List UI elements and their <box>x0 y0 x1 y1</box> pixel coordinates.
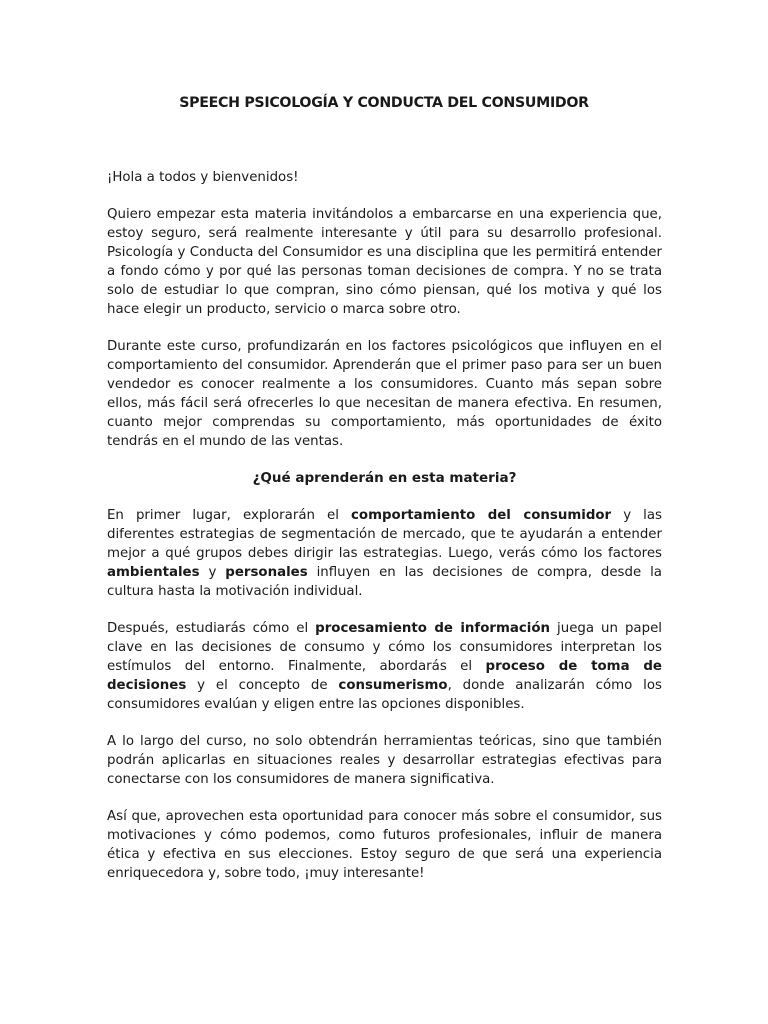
text-run: Después, estudiarás cómo el <box>107 621 316 636</box>
document-title: SPEECH PSICOLOGÍA Y CONDUCTA DEL CONSUMIDOR <box>179 95 589 111</box>
intro-paragraph: Quiero empezar esta materia invitándolos a embarcarse en una experiencia que, estoy seguro, será realmente interesante y útil para su desarrollo profesional. Psicología y Conducta del Consumidor es una disciplina que les permitirá entender a fondo cómo y por qué las personas toman decisiones de compra. Y no se trata solo de estudiar lo que compran, sino cómo piensan, qué los motiva y qué los hace elegir un producto, servicio o marca sobre otro. <box>107 207 662 317</box>
section-subheading: ¿Qué aprenderán en esta materia? <box>252 470 517 486</box>
bold-term: proceso de toma de decisiones <box>107 659 662 693</box>
text-run: y <box>199 565 226 580</box>
bold-term: personales <box>225 565 308 580</box>
bold-term: ambientales <box>107 565 200 580</box>
greeting-paragraph: ¡Hola a todos y bienvenidos! <box>107 170 299 185</box>
text-run: influyen en las decisiones de compra, desde la cultura hasta la motivación individual. <box>107 565 662 599</box>
text-run: En primer lugar, explorarán el <box>107 508 351 523</box>
text-run: , donde analizarán cómo los consumidores evalúan y eligen entre las opciones disponibles. <box>107 678 662 712</box>
course-paragraph: Durante este curso, profundizarán en los factores psicológicos que influyen en el comportamiento del consumidor. Aprenderán que el primer paso para ser un buen vendedor es conocer realmente a los consumidores. Cuanto más sepan sobre ellos, más fácil será ofrecerles lo que necesitan de manera efectiva. En resumen, cuanto mejor comprendas su comportamiento, más oportunidades de éxito tendrás en el mundo de las ventas. <box>107 339 662 449</box>
text-run: juega un papel clave en las decisiones de consumo y cómo los consumidores interpretan los estímulos del entorno. Finalmente, abordarás el <box>107 621 662 674</box>
topics-paragraph-1 <box>107 506 662 601</box>
text-run: y las diferentes estrategias de segmentación de mercado, que te ayudarán a entender mejor a qué grupos debes dirigir las estrategias. Luego, verás cómo los factores <box>107 508 662 561</box>
text-run: y el concepto de <box>186 678 339 693</box>
topics-paragraph-2 <box>107 619 662 714</box>
bold-term: procesamiento de información <box>315 621 551 636</box>
bold-term: consumerismo <box>338 678 448 693</box>
bold-term: comportamiento del consumidor <box>351 508 612 523</box>
practice-paragraph: A lo largo del curso, no solo obtendrán herramientas teóricas, sino que también podrán aplicarlas en situaciones reales y desarrollar estrategias efectivas para conectarse con los consumidores de manera significativa. <box>107 734 662 787</box>
document-body <box>107 168 662 901</box>
closing-paragraph: Así que, aprovechen esta oportunidad para conocer más sobre el consumidor, sus motivaciones y cómo podemos, como futuros profesionales, influir de manera ética y efectiva en sus elecciones. Estoy seguro de que será una experiencia enriquecedora y, sobre todo, ¡muy interesante! <box>107 809 662 881</box>
